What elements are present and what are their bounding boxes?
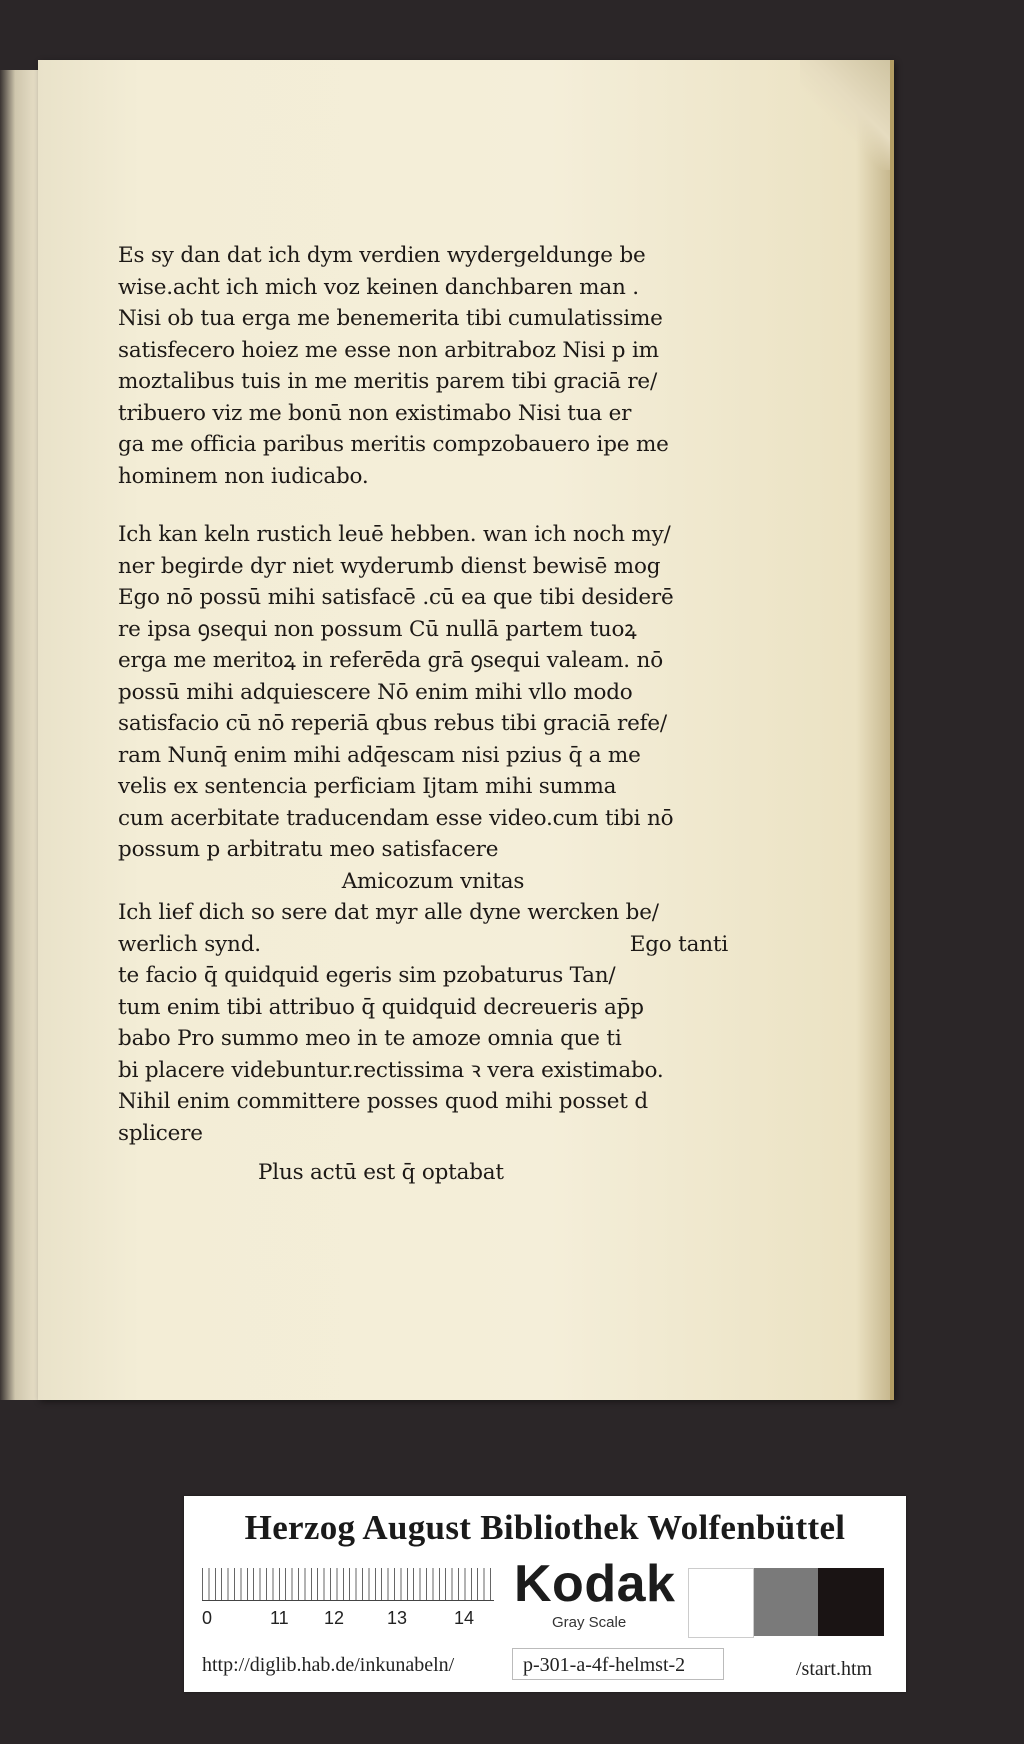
text-line: Nihil enim committere posses quod mihi posset d	[118, 1089, 648, 1114]
text-line: Nisi ob tua erga me benemerita tibi cumulatissime	[118, 306, 663, 331]
text-line: ner begirde dyr niet wyderumb dienst bewisē mog	[118, 553, 661, 579]
text-fragment: Ego tanti	[629, 931, 728, 957]
url-base: http://diglib.hab.de/inkunabeln/	[202, 1654, 455, 1676]
gray-patch-mid	[754, 1568, 818, 1636]
ruler-number: 11	[270, 1608, 289, 1628]
section-heading: Amicozum vnitas	[341, 868, 525, 894]
text-line: satisfecero hoiez me esse non arbitraboz Nisi p im	[118, 337, 659, 363]
text-line: possū mihi adquiescere Nō enim mihi vllo modo	[118, 679, 633, 705]
text-line: cum acerbitate traducendam esse video.cum tibi nō	[118, 805, 674, 831]
paragraph-1	[118, 240, 728, 492]
gray-patch-white	[688, 1568, 754, 1638]
text-line: possum p arbitratu meo satisfacere	[118, 837, 499, 862]
page-corner-fold	[800, 60, 890, 170]
printed-text	[118, 240, 728, 1189]
text-line: re ipsa ꝯsequi non possum Cū nullā partem tuoꝝ	[118, 616, 637, 642]
library-name: Herzog August Bibliothek Wolfenbüttel	[244, 1508, 846, 1547]
paragraph-2	[118, 519, 728, 1189]
ruler-number: 12	[324, 1608, 345, 1628]
text-line: te facio q̄ quidquid egeris sim pzobaturus Tan/	[118, 963, 616, 988]
measurement-ruler	[202, 1568, 494, 1601]
book-page	[38, 60, 894, 1400]
text-line: hominem non iudicabo.	[118, 463, 369, 489]
text-line: ram Nunq̄ enim mihi adq̄escam nisi pzius q̄ a me	[118, 742, 641, 768]
text-line	[118, 929, 728, 961]
kodak-logo: Kodak	[514, 1555, 676, 1613]
text-line: ga me officia paribus meritis compzobauero ipe me	[118, 432, 669, 457]
text-line: babo Pro summo meo in te amoze omnia que ti	[118, 1026, 622, 1051]
text-fragment: werlich synd.	[118, 931, 261, 957]
closing-line: Plus actū est q̄ optabat	[258, 1160, 504, 1185]
ruler-number: 0	[202, 1608, 213, 1628]
text-line: bi placere videbuntur.rectissima ꝛ vera existimabo.	[118, 1057, 664, 1083]
text-line: velis ex sentencia perficiam Ijtam mihi summa	[118, 774, 617, 799]
text-line: tribuero viz me bonū non existimabo Nisi tua er	[118, 400, 632, 426]
gray-scale-label: Gray Scale	[552, 1614, 627, 1631]
url-end: /start.htm	[796, 1658, 873, 1680]
text-line: Ich kan keln rustich leuē hebben. wan ich noch my/	[118, 522, 671, 547]
text-line: satisfacio cū nō reperiā qbus rebus tibi graciā refe/	[118, 711, 667, 736]
text-line: Ego nō possū mihi satisfacē .cū ea que tibi desiderē	[118, 585, 674, 610]
text-line: splicere	[118, 1120, 203, 1146]
shelfmark-box: p-301-a-4f-helmst-2	[512, 1648, 724, 1680]
text-line: Es sy dan dat ich dym verdien wydergeldunge be	[118, 243, 646, 268]
text-line: wise.acht ich mich voz keinen danchbaren man .	[118, 274, 639, 300]
left-page-edge	[0, 70, 38, 1400]
color-target-card	[184, 1496, 906, 1692]
ruler-number: 14	[454, 1608, 475, 1628]
text-line: moztalibus tuis in me meritis parem tibi graciā re/	[118, 369, 657, 394]
text-line: erga me meritoꝝ in referēda grā ꝯsequi valeam. nō	[118, 648, 663, 673]
gray-patch-black	[818, 1568, 884, 1636]
ruler-number: 13	[387, 1608, 408, 1628]
text-line: tum enim tibi attribuo q̄ quidquid decreueris ap̄p	[118, 994, 644, 1020]
text-line: Ich lief dich so sere dat myr alle dyne wercken be/	[118, 900, 659, 925]
